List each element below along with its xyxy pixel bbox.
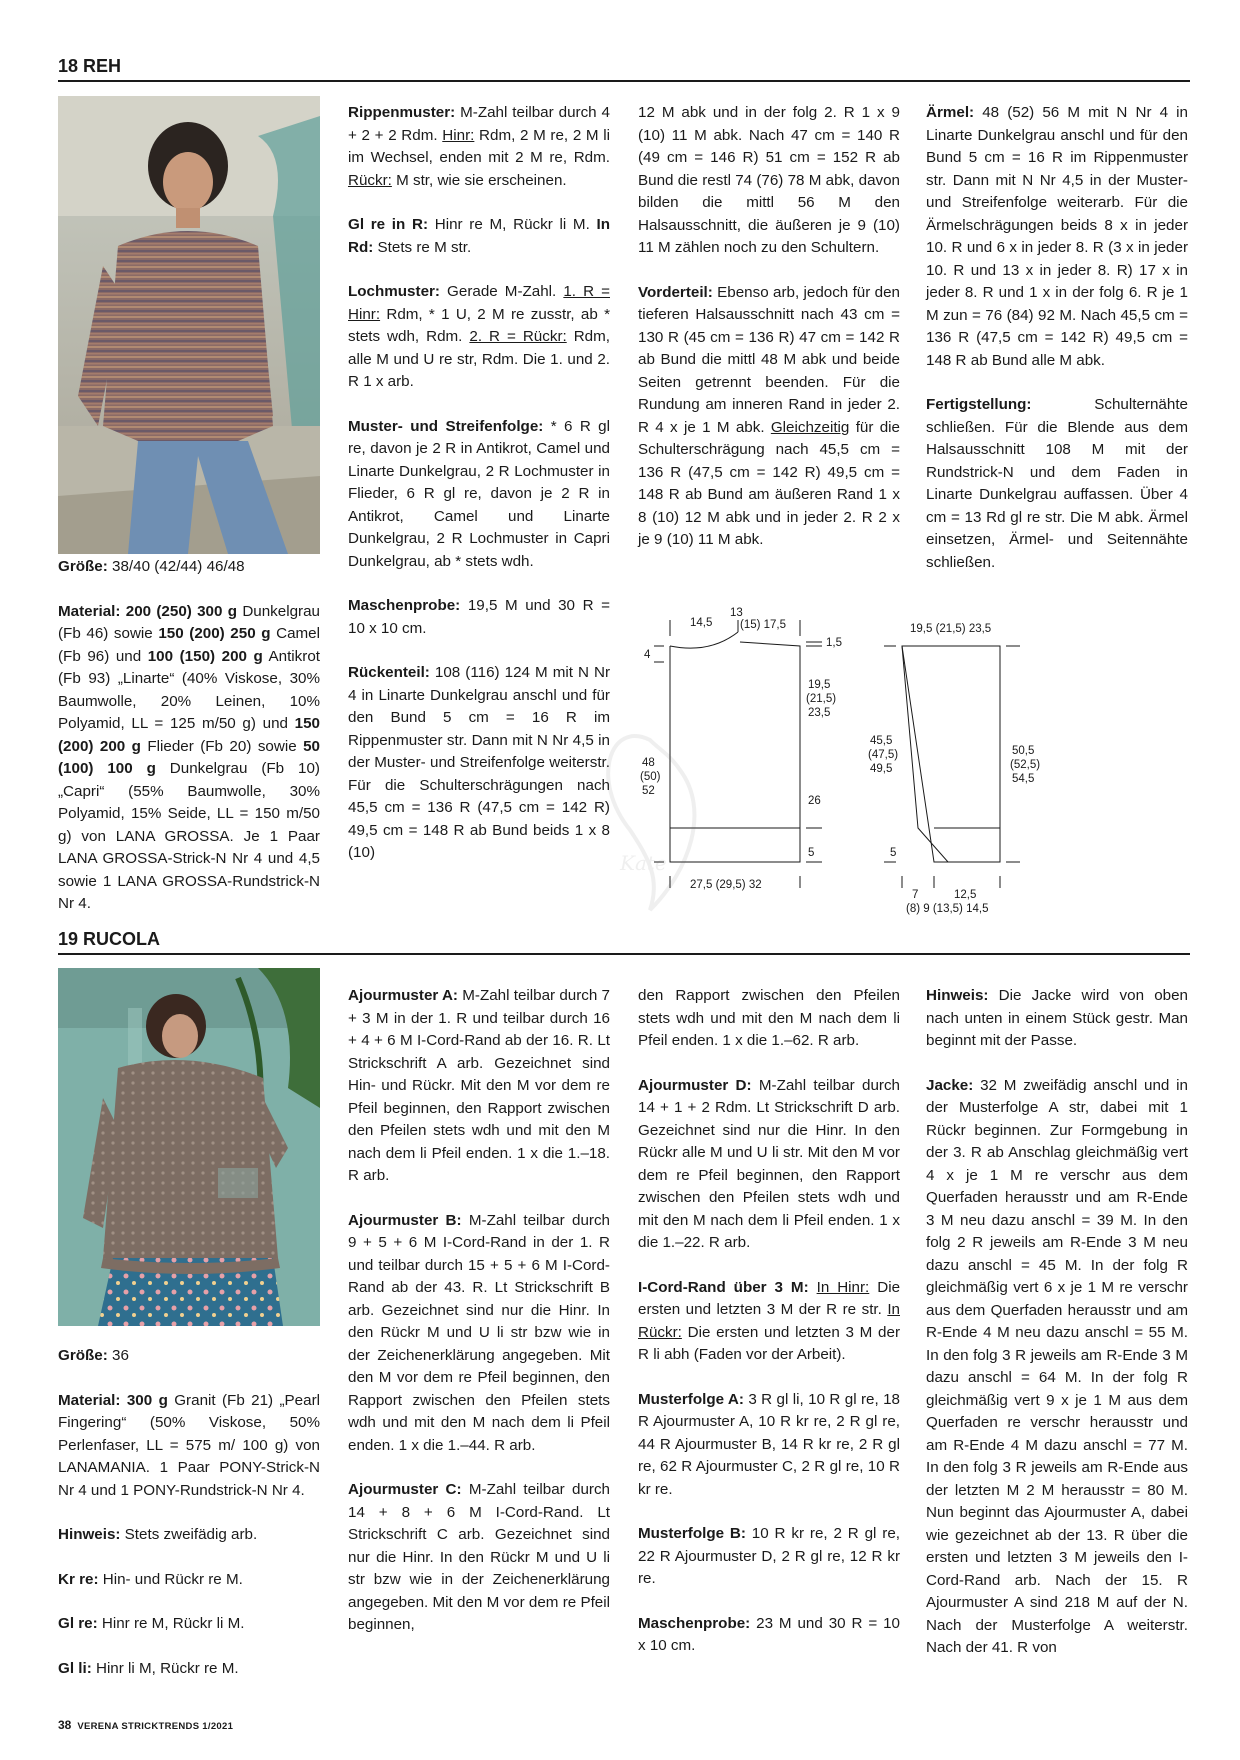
diagram-front-top-b: 13 <box>730 607 743 619</box>
diagram-sleeve-right-3: 54,5 <box>1012 773 1035 785</box>
col-18-1: Größe: 38/40 (42/44) 46/48 Material: 200 (250) 300 g Dunkelgrau (Fb 46) sowie 150 (200) 250 g Camel (Fb 96) und 100 (150) 200 g Antikrot (Fb 93) „Linarte“ (40% Viskose, 30% Baumwolle, 20% Leinen, 10% Polyamid, LL = 125 m/50 g) und 150 (200) 200 g Flieder (Fb 20) sowie 50 (100) 100 g Dunkelgrau (Fb 10) „Capri“ (55% Baumwolle, 30% Polyamid, 15% Seide, LL = 150 m/50 g) von LANA GROSSA. Je 1 Paar LANA GROSSA-Strick-N Nr 4 und 4,5 sowie 1 LANA GROSSA-Rundstrick-N Nr 4. <box>58 558 320 912</box>
col-19-3: den Rapport zwischen den Pfeilen stets wdh und mit den M nach dem li Pfeil enden. 1 x die 1.–62. R arb. Ajourmuster D: M-Zahl teilbar durch 14 + 1 + 2 Rdm. Lt Strickschrift D arb. Gezeichnet sind nur die Hinr. In den Rückr alle M und U li str. Mit den M vor dem re Pfeil beginnen, den Rapport zwischen den Pfeilen stets wdh und mit den M nach dem li Pfeil enden. 1 x die 1.–22. R arb. I-Cord-Rand über 3 M: In Hinr: Die ersten und letzten 3 M der R re str. In Rückr: Die ersten und letzten 3 M der R li abh (Faden vor der Arbeit). Musterfolge A: 3 R gl li, 10 R gl re, 18 R Ajourmuster A, 10 R kr re, 2 R gl re, 44 R Ajourmuster B, 14 R kr re, 2 R gl re, 62 R Ajourmuster C, 2 R gl re, 10 R kr re. Musterfolge B: 10 R kr re, 2 R gl re, 22 R Ajourmuster D, 2 R gl re, 12 R kr re. Maschenprobe: 23 M und 30 R = 10 x 10 cm. <box>638 987 901 1654</box>
diagram-sleeve-top: 19,5 (21,5) 23,5 <box>910 623 992 635</box>
diagram-front-height-1: 48 <box>642 757 655 769</box>
diagram-sleeve-right-2: (52,5) <box>1010 759 1041 771</box>
section-title-18: 18 REH <box>58 56 1190 82</box>
diagram-front-armhole-2: (21,5) <box>806 693 837 705</box>
diagram-front-top-c: (15) 17,5 <box>740 619 787 631</box>
col-18-4: Ärmel: 48 (52) 56 M mit N Nr 4 in Linarte Dunkelgrau anschl und für den Bund 5 cm = 16 R im Rippenmuster str. Dann mit N Nr 4,5 in der Muster- und Streifenfolge weiterarb. Für die Ärmelschrägungen beids 8 x in jeder 10. R und 6 x in jeder 8. R (3 x in jeder 10. R und 13 x in jeder 8. R) 17 x in jeder 8. R und 1 x in der folg 6. R je 1 M zun = 76 (84) 92 M. Nach 45,5 cm = 136 R (47,5 cm = 142 R) 49,5 cm = 148 R ab Bund alle M abk. Fertigstellung: Schulternähte schließen. Für die Blende aus dem Halsausschnitt 108 M mit der Rundstrick-N und dem Faden in Linarte Dunkelgrau auffassen. Über 4 cm = 13 Rd gl re str. Die M abk. Ärmel einsetzen, Ärmel- und Seitennähte schließen. <box>926 104 1188 571</box>
photo-rucola <box>58 968 320 1326</box>
diagram-sleeve-bottom-a: 7 <box>912 889 919 901</box>
diagram-front-neck: 4 <box>644 649 651 661</box>
diagram-front-body: 26 <box>808 795 821 807</box>
diagram-front-shoulder: 1,5 <box>826 637 842 649</box>
col-18-3: 12 M abk und in der folg 2. R 1 x 9 (10) 11 M abk. Nach 47 cm = 140 R (49 cm = 146 R) 51 cm = 152 R ab Bund die restl 74 (76) 78 M abk, davon bilden die mittl 56 M den Halsausschnitt, die äußeren je 9 (10) 11 M zählen noch zu den Schultern. Vorderteil: Ebenso arb, jedoch für den tieferen Halsausschnitt nach 43 cm = 130 R (45 cm = 136 R) 47 cm = 142 R ab Bund die mittl 48 M abk und beide Seiten getrennt beenden. Für die Rundung am inneren Rand in jeder 2. R 4 x je 1 M abk. Gleichzeitig für die Schulterschrägung nach 45,5 cm = 136 R (47,5 cm = 142 R) 49,5 cm = 148 R ab Bund am äußeren Rand 1 x 8 (10) 12 M abk und in jeder 2. R 2 x je 9 (10) 11 M abk. <box>638 104 900 548</box>
col-19-1: Größe: 36 Material: 300 g Granit (Fb 21) „Pearl Fingering“ (50% Viskose, 50% Perlenfaser, LL = 575 m/ 100 g) von LANAMANIA. 1 Paar PONY-Strick-N Nr 4 und 1 PONY-Rundstrick-N Nr 4. Hinweis: Stets zweifädig arb. Kr re: Hin- und Rückr re M. Gl re: Hinr re M, Rückr li M. Gl li: Hinr li M, Rückr re M. <box>58 1347 321 1677</box>
diagram-front-height-3: 52 <box>642 785 655 797</box>
watermark-text: Kate <box>620 851 667 875</box>
photo-reh <box>58 96 320 554</box>
diagram-sleeve-left-2: (47,5) <box>868 749 899 761</box>
diagram-sleeve-rib: 5 <box>890 847 897 859</box>
diagram-sleeve-bottom-b: 12,5 <box>954 889 977 901</box>
col-18-2: Rippenmuster: M-Zahl teilbar durch 4 + 2 + 2 Rdm. Hinr: Rdm, 2 M re, 2 M li im Wechsel, enden mit 2 M re, Rdm. Rückr: M str, wie sie erscheinen. Gl re in R: Hinr re M, Rückr li M. In Rd: Stets re M str. Lochmuster: Gerade M-Zahl. 1. R = Hinr: Rdm, * 1 U, 2 M re zusstr, ab * stets wdh, Rdm. 2. R = Rückr: Rdm, alle M und U re str, Rdm. Die 1. und 2. R 1 x arb. Muster- und Streifenfolge: * 6 R gl re, davon je 2 R in Antikrot, Camel und Linarte Dunkelgrau, 2 R Lochmuster in Flieder, 6 R gl re, davon je 2 R in Antikrot, Camel und Linarte Dunkelgrau, 2 R Lochmuster in Capri Dunkelgrau, ab * stets wdh. Maschenprobe: 19,5 M und 30 R = 10 x 10 cm. Rückenteil: 108 (116) 124 M mit N Nr 4 in Linarte Dunkelgrau anschl und für den Bund 5 cm = 16 R im Rippenmuster str. Dann mit N Nr 4,5 in der Muster- und Streifenfolge weiterstr. Für die Schulterschrägungen nach 45,5 cm = 136 R (47,5 cm = 142 R) 49,5 cm = 148 R ab Bund beids 1 x 8 (10) <box>348 104 611 861</box>
diagram-sleeve-left-1: 45,5 <box>870 735 893 747</box>
diagram-sleeve-right-1: 50,5 <box>1012 745 1035 757</box>
diagram-front-armhole-3: 23,5 <box>808 707 831 719</box>
diagram-front-rib: 5 <box>808 847 815 859</box>
publication-name: VERENA STRICKTRENDS 1/2021 <box>77 1721 234 1732</box>
diagram-front-armhole-1: 19,5 <box>808 679 831 691</box>
diagram-sleeve-left-3: 49,5 <box>870 763 893 775</box>
section-title-19: 19 RUCOLA <box>58 929 1190 955</box>
col-19-4: Hinweis: Die Jacke wird von oben nach unten in einem Stück gestr. Man beginnt mit der Passe. Jacke: 32 M zweifädig anschl und in der Musterfolge A str, dabei mit 1 Rückr beginnen. Zur Formgebung in der 3. R ab Anschlag gleichmäßig vert 4 x je 1 M re verschr aus dem Querfaden herausstr und am R-Ende 3 M neu dazu anschl = 39 M. In den folg 2 R jeweils am R-Ende 3 M neu dazu anschl = 45 M. In der folg R gleichmäßig vert 6 x je 1 M re verschr aus dem Querfaden herausstr und am R-Ende 4 M neu dazu anschl = 55 M. In den folg 3 R jeweils am R-Ende 3 M dazu anschl = 64 M. In der folg R gleichmäßig vert 9 x je 1 M aus dem Querfaden re verschr herausstr und am R-Ende 4 M dazu anschl = 77 M. In den folg 3 R jeweils am R-Ende aus der letzten M 2 M herausstr = 80 M. Nun beginnt das Ajourmuster A, dabei wie gezeichnet ab der 13. R über die ersten und letzten 3 M jeweils den I-Cord-Rand arb. Nach der 15. R Ajourmuster A sind 218 M auf der N. Nach der Musterfolge A weiterstr. Nach der 41. R von <box>926 987 1188 1656</box>
watermark-logo <box>590 720 710 920</box>
diagram-front-height-2: (50) <box>640 771 661 783</box>
page-number: 38 <box>58 1718 72 1732</box>
diagram-sleeve-bottom-c: (8) 9 (13,5) 14,5 <box>906 903 989 915</box>
diagram-front-width: 27,5 (29,5) 32 <box>690 879 762 891</box>
diagram-front-top-a: 14,5 <box>690 617 713 629</box>
col-19-2: Ajourmuster A: M-Zahl teilbar durch 7 + 3 M in der 1. R und teilbar durch 16 + 4 + 6 M I-Cord-Rand ab der 16. R. Lt Strickschrift A arb. Gezeichnet sind Hin- und Rückr. Mit den M vor dem re Pfeil beginnen, den Rapport zwischen den Pfeilen stets wdh und mit den M nach dem li Pfeil enden. 1 x die 1.–18. R arb. Ajourmuster B: M-Zahl teilbar durch 9 + 5 + 6 M I-Cord-Rand in der 1. R und teilbar durch 15 + 5 + 6 M I-Cord-Rand ab der 43. R. Lt Strickschrift B arb. Gezeichnet sind nur die Hinr. In den Rückr M und U li str bzw wie in der Zeichenerklärung angegeben. Mit den M vor dem re Pfeil beginnen, den Rapport zwischen den Pfeilen stets wdh und mit den M nach dem li Pfeil enden. 1 x die 1.–44. R arb. Ajourmuster C: M-Zahl teilbar durch 14 + 8 + 6 M I-Cord-Rand. Lt Strickschrift C arb. Gezeichnet sind nur die Hinr. In den Rückr M und U li str bzw wie in der Zeichenerklärung angegeben. Mit den M vor dem re Pfeil beginnen, <box>348 987 610 1633</box>
page-footer <box>58 1718 233 1732</box>
